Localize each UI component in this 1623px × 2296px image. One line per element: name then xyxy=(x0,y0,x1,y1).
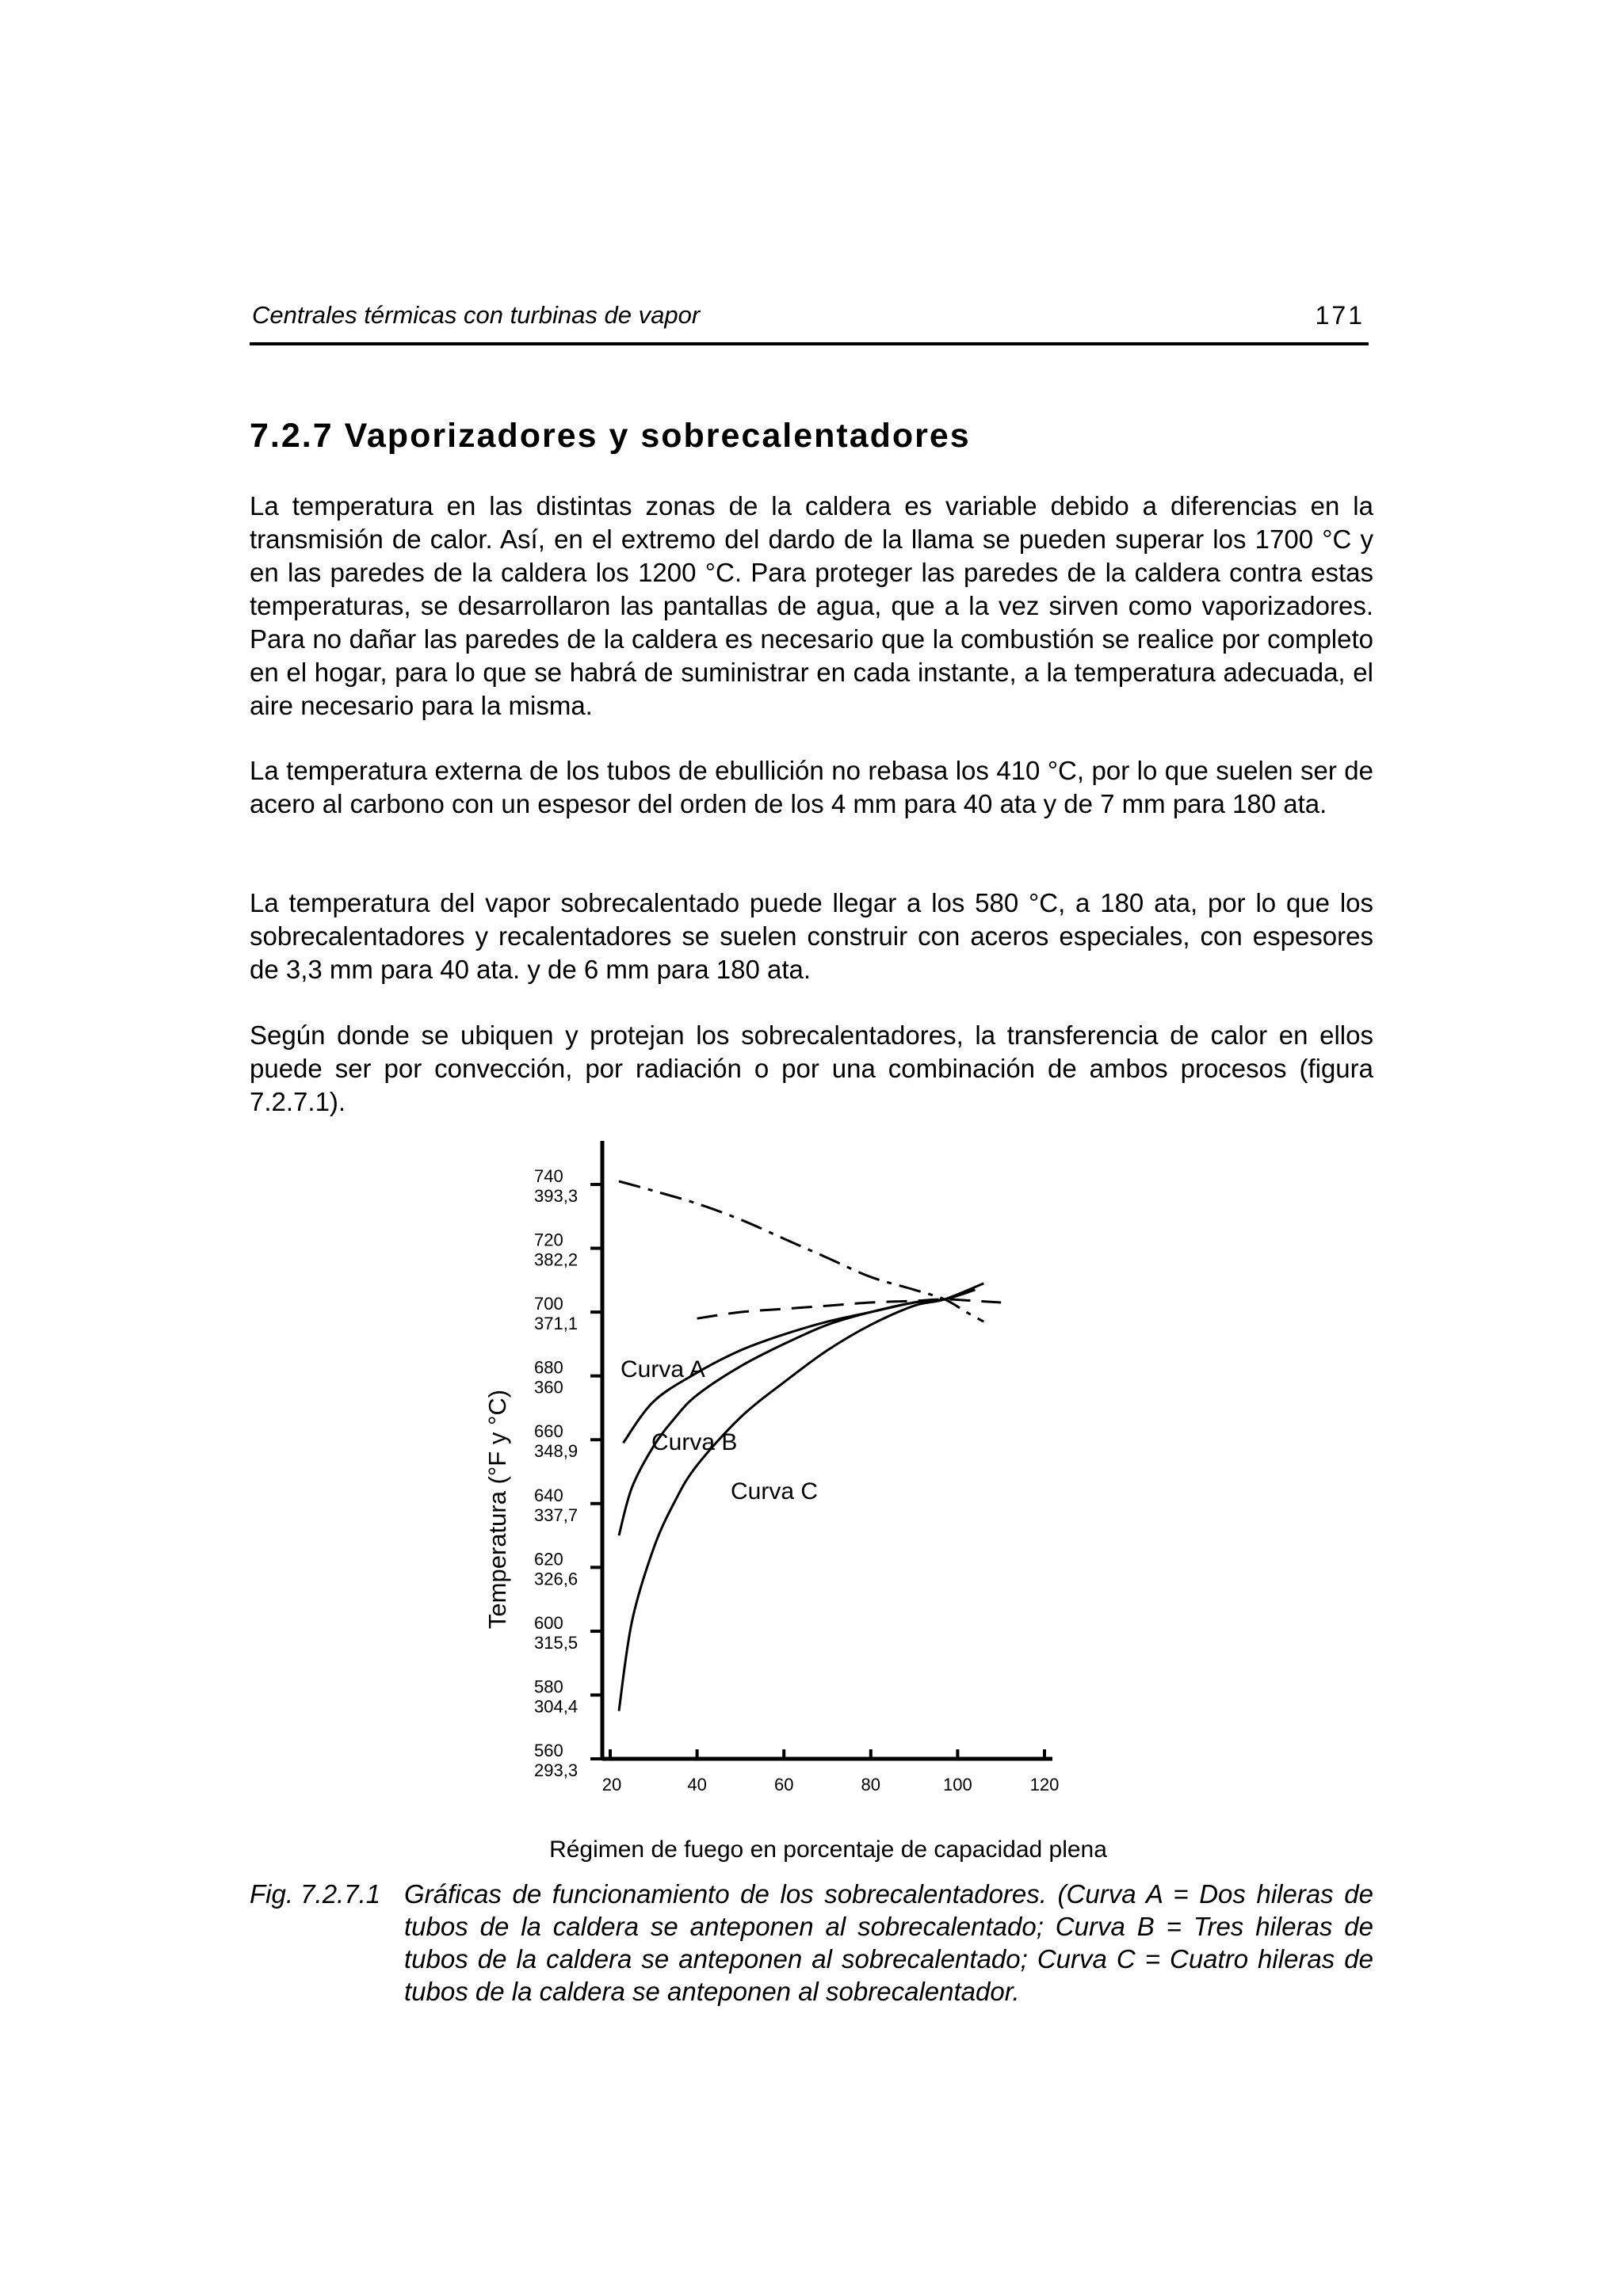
y-tick-label-c: 371,1 xyxy=(534,1314,579,1334)
caption-text: Gráficas de funcionamiento de los sobrecalentadores. (Curva A = Dos hileras de tubos de la caldera se anteponen al sobrecalentado; Curva B = Tres hileras de tubos de la caldera se anteponen al sobrecalentado; Curva C = Cuatro hileras de tubos de la caldera se anteponen al sobrecalentador. xyxy=(404,1879,1373,2006)
y-tick-label-c: 360 xyxy=(534,1377,563,1398)
y-tick-label-f: 740 xyxy=(534,1166,563,1186)
y-tick-label-c: 304,4 xyxy=(534,1696,579,1717)
caption-label: Fig. 7.2.7.1 xyxy=(250,1879,381,1909)
y-tick-label-f: 660 xyxy=(534,1421,563,1442)
y-tick-label-f: 560 xyxy=(534,1741,563,1760)
y-tick-label-c: 348,9 xyxy=(534,1441,579,1462)
paragraph-1: La temperatura en las distintas zonas de la caldera es variable debido a diferencias en la transmisión de calor. Así, en el extremo del dardo de la llama se pueden superar los 1700 °C y en las paredes de la caldera los 1200 °C. Para proteger las paredes de la caldera contra estas temperaturas, se desarrollaron las pantallas de agua, que a la vez sirven como vaporizadores. Para no dañar las paredes de la caldera es necesario que la combustión se realice por completo en el hogar, para lo que se habrá de suministrar en cada instante, a la temperatura adecuada, el aire necesario para la misma. xyxy=(250,491,1373,720)
x-tick-label: 20 xyxy=(601,1775,622,1794)
x-tick-label: 40 xyxy=(687,1775,707,1794)
y-tick-label-f: 580 xyxy=(534,1676,563,1697)
page-header-title: Centrales térmicas con turbinas de vapor xyxy=(252,301,701,329)
curve-label-a: Curva A xyxy=(621,1356,705,1383)
paragraph-3: La temperatura del vapor sobrecalentado puede llegar a los 580 °C, a 180 ata, por lo que los sobrecalentadores y recalentadores se suelen construir con aceros especiales, con espesores de 3,3 mm para 40 ata. y de 6 mm para 180 ata. xyxy=(250,888,1373,984)
x-tick-label: 100 xyxy=(943,1775,972,1794)
y-tick-label-f: 640 xyxy=(534,1485,563,1505)
y-tick-label-c: 337,7 xyxy=(534,1505,579,1525)
y-axis-label: Temperatura (°F y °C) xyxy=(483,1389,511,1630)
paragraph-4: Según donde se ubiquen y protejan los sobrecalentadores, la transferencia de calor en ellos puede ser por convección, por radiación o por una combinación de ambos procesos (figura 7.2.7.1). xyxy=(250,1020,1373,1116)
y-tick-label-c: 326,6 xyxy=(534,1569,579,1589)
figure-caption xyxy=(250,1878,1373,2008)
page-number: 171 xyxy=(1315,301,1365,330)
y-tick-label-f: 720 xyxy=(534,1230,563,1250)
section-heading: 7.2.7 Vaporizadores y sobrecalentadores xyxy=(250,417,971,455)
curve-label-b: Curva B xyxy=(651,1429,738,1455)
y-tick-label-f: 600 xyxy=(534,1612,563,1633)
y-tick-label-f: 620 xyxy=(534,1549,563,1569)
y-tick-label-c: 382,2 xyxy=(534,1249,579,1270)
y-tick-label-f: 700 xyxy=(534,1294,563,1314)
x-tick-label: 80 xyxy=(861,1775,881,1794)
curve-label-c: Curva C xyxy=(731,1478,819,1505)
x-tick-label: 120 xyxy=(1029,1775,1060,1794)
y-tick-label-c: 315,5 xyxy=(534,1632,579,1653)
paragraph-2: La temperatura externa de los tubos de ebullición no rebasa los 410 °C, por lo que suelen ser de acero al carbono con un espesor del orden de los 4 mm para 40 ata y de 7 mm para 180 ata. xyxy=(250,756,1373,818)
y-tick-label-c: 393,3 xyxy=(534,1186,579,1206)
y-tick-label-f: 680 xyxy=(534,1357,563,1378)
y-tick-label-c: 293,3 xyxy=(534,1760,579,1780)
x-axis-label: Régimen de fuego en porcentaje de capacidad plena xyxy=(549,1836,1107,1863)
x-tick-label: 60 xyxy=(773,1775,794,1794)
